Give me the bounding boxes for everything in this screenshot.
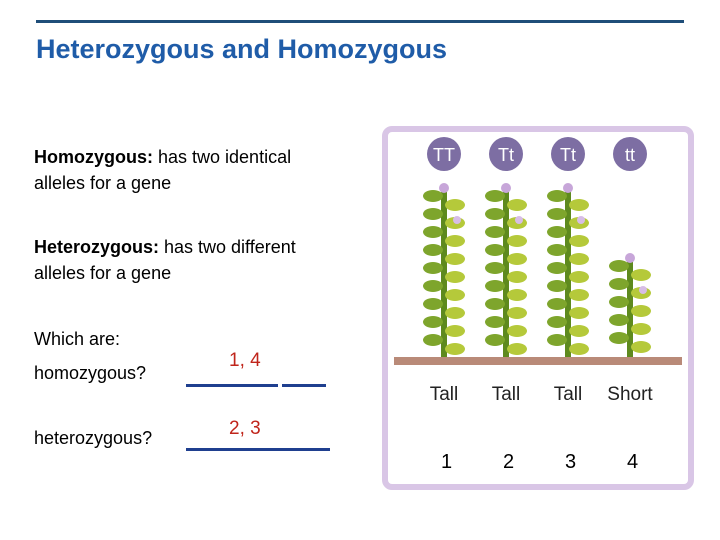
plant-number-3: 3: [565, 451, 577, 473]
plant-leaf: [631, 341, 651, 353]
plant-leaf: [609, 296, 629, 308]
plant-leaf: [507, 325, 527, 337]
soil-strip: [394, 357, 682, 365]
plant-leaf: [445, 253, 465, 265]
plant-leaf: [631, 269, 651, 281]
plant-leaf: [423, 262, 443, 274]
plant-leaf: [631, 305, 651, 317]
page-title: Heterozygous and Homozygous: [36, 34, 448, 64]
plant-leaf: [547, 190, 567, 202]
genotype-label-1: TT: [433, 145, 455, 165]
plant-leaf: [485, 280, 505, 292]
plant-leaf: [547, 226, 567, 238]
plant-leaf: [485, 298, 505, 310]
plant-leaf: [569, 289, 589, 301]
plant-leaf: [507, 307, 527, 319]
plant-leaf: [609, 260, 629, 272]
plant-leaf: [423, 316, 443, 328]
homozygous-question: homozygous?: [34, 363, 147, 383]
plant-leaf: [507, 289, 527, 301]
plant-flower: [439, 183, 449, 193]
genotype-label-3: Tt: [560, 145, 576, 165]
plant-leaf: [569, 199, 589, 211]
pea-plant-illustration: [388, 132, 688, 484]
plant-leaf: [569, 307, 589, 319]
plant-leaf: [547, 262, 567, 274]
plant-flower: [563, 183, 573, 193]
phenotype-label-1: Tall: [429, 384, 459, 405]
homozygous-answer: 1, 4: [229, 350, 261, 371]
plant-leaf: [445, 325, 465, 337]
heterozygous-def-line2: alleles for a gene: [34, 263, 172, 283]
plant-flower: [453, 216, 461, 224]
plant-leaf: [547, 316, 567, 328]
plant-leaf: [423, 190, 443, 202]
homozygous-def-line2: alleles for a gene: [34, 173, 172, 193]
phenotype-label-2: Tall: [491, 384, 521, 405]
plant-flower: [577, 216, 585, 224]
plant-leaf: [485, 208, 505, 220]
plant-leaf: [547, 298, 567, 310]
plant-flower: [515, 216, 523, 224]
plant-leaf: [445, 289, 465, 301]
heterozygous-answer-line: [186, 448, 330, 451]
homozygous-definition: [34, 144, 291, 196]
heterozygous-term: Heterozygous:: [34, 237, 160, 257]
heterozygous-answer: 2, 3: [229, 418, 261, 439]
plant-leaf: [423, 280, 443, 292]
plant-leaf: [423, 334, 443, 346]
plant-leaf: [507, 235, 527, 247]
plant-leaf: [609, 314, 629, 326]
homozygous-answer-line: [186, 384, 278, 387]
plant-leaf: [423, 208, 443, 220]
heterozygous-definition: [34, 234, 296, 286]
plant-leaf: [569, 253, 589, 265]
plant-leaf: [445, 271, 465, 283]
plant-number-2: 2: [503, 451, 515, 473]
plant-leaf: [569, 343, 589, 355]
plant-leaf: [547, 334, 567, 346]
plant-leaf: [507, 271, 527, 283]
plant-leaf: [569, 271, 589, 283]
title-rule: [36, 20, 684, 23]
homozygous-answer-line-extra: [282, 384, 326, 387]
pea-plant-figure: [382, 126, 694, 490]
plant-leaf: [445, 235, 465, 247]
plant-leaf: [631, 323, 651, 335]
plant-number-1: 1: [441, 451, 453, 473]
plant-flower: [639, 286, 647, 294]
heterozygous-question: heterozygous?: [34, 428, 153, 448]
plant-leaf: [485, 190, 505, 202]
genotype-label-2: Tt: [498, 145, 514, 165]
plant-leaf: [507, 199, 527, 211]
genotype-label-4: tt: [624, 145, 636, 165]
plant-leaf: [507, 253, 527, 265]
plant-leaf: [609, 278, 629, 290]
plant-leaf: [445, 307, 465, 319]
plant-leaf: [547, 208, 567, 220]
plant-leaf: [445, 343, 465, 355]
plant-flower: [625, 253, 635, 263]
heterozygous-def-line1: has two different: [159, 237, 296, 257]
plant-leaf: [423, 298, 443, 310]
plant-leaf: [507, 343, 527, 355]
plant-flower: [501, 183, 511, 193]
plant-leaf: [485, 262, 505, 274]
plant-leaf: [609, 332, 629, 344]
plant-leaf: [569, 325, 589, 337]
phenotype-label-4: Short: [607, 384, 653, 405]
homozygous-term: Homozygous:: [34, 147, 153, 167]
plant-leaf: [485, 334, 505, 346]
plant-leaf: [547, 280, 567, 292]
plant-leaf: [445, 199, 465, 211]
plant-leaf: [569, 235, 589, 247]
plant-leaf: [485, 316, 505, 328]
plant-leaf: [547, 244, 567, 256]
plant-number-4: 4: [627, 451, 639, 473]
plant-leaf: [485, 244, 505, 256]
plant-leaf: [423, 244, 443, 256]
plant-leaf: [485, 226, 505, 238]
homozygous-def-line1: has two identical: [153, 147, 292, 167]
phenotype-label-3: Tall: [553, 384, 583, 405]
plant-leaf: [423, 226, 443, 238]
question-prompt: Which are:: [34, 329, 121, 349]
